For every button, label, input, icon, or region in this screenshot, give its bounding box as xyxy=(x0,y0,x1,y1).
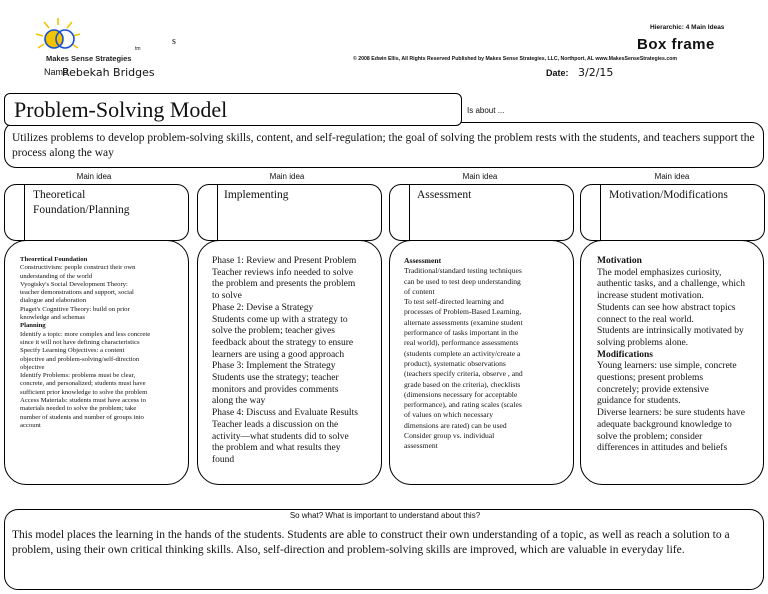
detail-line: Specify Learning Objectives: a content xyxy=(20,347,125,355)
detail-line: To test self-directed learning and xyxy=(404,297,504,307)
detail-line: authentic tasks, and a challenge, which xyxy=(597,279,745,290)
hierarchic-label: Hierarchic: 4 Main Ideas xyxy=(650,24,725,31)
detail-line: teacher demonstrations and support, social xyxy=(20,289,134,297)
detail-line: since it will not have defining characteristics xyxy=(20,338,140,346)
detail-line: Consider group vs. individual xyxy=(404,431,495,441)
main-idea-divider-2 xyxy=(217,184,218,241)
name-label: Name xyxy=(44,67,69,77)
detail-line: Phase 3: Implement the Strategy xyxy=(212,361,336,372)
detail-line: differences in attitudes and beliefs xyxy=(597,443,728,454)
detail-line: of content xyxy=(404,286,435,296)
detail-line: Teacher leads a discussion on the xyxy=(212,419,339,430)
detail-line: to solve xyxy=(212,291,242,302)
detail-line: the problem and presents the problem xyxy=(212,279,356,290)
detail-line: Phase 2: Devise a Strategy xyxy=(212,302,314,313)
detail-line: of values on which necessary xyxy=(404,410,493,420)
detail-line: (teachers specify criteria, observe , and xyxy=(404,369,523,379)
detail-line: alternate assessments (examine student xyxy=(404,317,523,327)
detail-line: Constructivism: people construct their own xyxy=(20,264,136,272)
logo-name: Makes Sense Strategies xyxy=(46,54,132,63)
is-about-text: Utilizes problems to develop problem-solving skills, content, and self-regulation; the goal of solving the problem rests with the students, and teachers support the process along the way xyxy=(12,132,755,159)
page-title: Problem-Solving Model xyxy=(14,97,228,122)
detail-heading: Assessment xyxy=(404,256,442,265)
detail-line: Students use the strategy; teacher xyxy=(212,373,339,384)
details-text-3 xyxy=(404,256,566,452)
detail-line: processes of Problem-Based Learning, xyxy=(404,307,522,317)
detail-line: Students can see how abstract topics xyxy=(597,302,736,313)
detail-line: monitors and provides comments xyxy=(212,384,339,395)
main-idea-label-4: Main idea xyxy=(654,172,690,181)
detail-line: solve the problem; teacher gives xyxy=(212,326,335,337)
is-about-label: Is about ... xyxy=(467,106,505,115)
detail-heading: Planning xyxy=(20,322,46,330)
detail-line: real world), performance assessments xyxy=(404,338,519,348)
detail-line: can be used to test deep understanding xyxy=(404,276,521,286)
name-value: Rebekah Bridges xyxy=(62,66,155,79)
detail-line: performance of tasks important in the xyxy=(404,328,519,338)
detail-line: dialogue and elaboration xyxy=(20,297,87,305)
detail-line: materials needed to solve the problem; take xyxy=(20,405,137,413)
main-idea-divider-3 xyxy=(409,184,410,241)
main-idea-label-3: Main idea xyxy=(462,172,498,181)
detail-line: understanding of the world xyxy=(20,272,93,280)
detail-line: questions; present problems xyxy=(597,373,704,384)
detail-line: activity—what students did to solve xyxy=(212,431,349,442)
detail-heading: Theoretical Foundation xyxy=(20,256,88,263)
main-idea-label-1: Main idea xyxy=(76,172,112,181)
main-idea-title-1: Theoretical Foundation/Planning xyxy=(33,189,130,216)
detail-line: Diverse learners: be sure students have xyxy=(597,408,745,419)
detail-line: along the way xyxy=(212,396,266,407)
detail-line: objective xyxy=(20,363,45,371)
detail-line: (students complete an activity/create a xyxy=(404,348,521,358)
detail-line: Phase 4: Discuss and Evaluate Results xyxy=(212,408,358,419)
detail-line: adequate background knowledge to xyxy=(597,419,732,430)
detail-line: Teacher reviews info needed to solve xyxy=(212,267,353,278)
detail-line: dimensions are rated) can be used xyxy=(404,420,507,430)
detail-line: concretely; provide extensive xyxy=(597,384,709,395)
detail-line: product), systematic observations xyxy=(404,358,506,368)
main-idea-title-3: Assessment xyxy=(417,189,472,201)
detail-line: solve the problem; consider xyxy=(597,431,703,442)
trademark: tm xyxy=(135,46,141,52)
detail-line: guidance for students. xyxy=(597,396,681,407)
main-idea-title-4: Motivation/Modifications xyxy=(609,189,728,201)
detail-line: found xyxy=(212,454,235,465)
so-what-text: This model places the learning in the hands of the students. Students are able to construct their own understanding of a topic, as well as reach a solution to a problem, using their own critical thinking skills. Also, self-direction and problem-solving skills are improved, which are valuable in everyday life. xyxy=(12,529,730,556)
detail-line: assessment xyxy=(404,441,438,451)
detail-line: The model emphasizes curiosity, xyxy=(597,267,722,278)
detail-line: Students are intrinsically motivated by xyxy=(597,326,744,337)
detail-heading: Modifications xyxy=(597,349,653,360)
detail-line: knowledge and schemas xyxy=(20,314,85,322)
detail-line: (dimensions necessary for acceptable xyxy=(404,389,518,399)
details-text-4 xyxy=(597,256,755,455)
details-text-2 xyxy=(212,256,370,467)
frame-title: Box frame xyxy=(637,36,715,53)
detail-line: connect to the real world. xyxy=(597,314,694,325)
main-idea-title-2: Implementing xyxy=(224,189,289,201)
details-text-1 xyxy=(20,256,172,430)
detail-line: Identify a topic: more complex and less concrete xyxy=(20,330,151,338)
detail-line: increase student motivation. xyxy=(597,291,704,302)
so-what-label: So what? What is important to understand about this? xyxy=(240,511,530,520)
detail-heading: Motivation xyxy=(597,256,642,266)
date-label: Date: xyxy=(546,68,569,78)
detail-line: feedback about the strategy to ensure xyxy=(212,337,354,348)
detail-line: grade based on the criteria), checklists xyxy=(404,379,521,389)
detail-line: Vyogtsky's Social Development Theory: xyxy=(20,280,128,288)
detail-line: objective and problem-solving/self-direction xyxy=(20,355,140,363)
copyright: © 2008 Edwin Ellis, All Rights Reserved Published by Makes Sense Strategies, LLC, Northport, AL www.MakesSenseStrategies.com xyxy=(353,56,678,62)
detail-line: Young learners: use simple, concrete xyxy=(597,361,737,372)
detail-line: the problem and what results they xyxy=(212,443,341,454)
detail-line: solving problems alone. xyxy=(597,337,689,348)
detail-line: performance), and rating scales (scales xyxy=(404,400,522,410)
detail-line: account xyxy=(20,421,41,429)
detail-line: Traditional/standard testing techniques xyxy=(404,266,522,276)
stray-mark: s xyxy=(172,36,176,47)
detail-line: learners are using a good approach xyxy=(212,349,345,360)
detail-line: Identify Problems: problems must be clear, xyxy=(20,372,136,380)
detail-line: number of students and number of groups into xyxy=(20,413,144,421)
main-idea-label-2: Main idea xyxy=(269,172,305,181)
detail-line: Phase 1: Review and Present Problem xyxy=(212,256,357,266)
main-idea-divider-4 xyxy=(600,184,601,241)
sun-logo-icon xyxy=(32,16,92,58)
detail-line: sufficient prior knowledge to solve the problem xyxy=(20,388,148,396)
main-idea-divider-1 xyxy=(24,184,25,241)
date-value: 3/2/15 xyxy=(578,66,614,79)
detail-line: Students come up with a strategy to xyxy=(212,314,348,325)
detail-line: Piaget's Cognitive Theory: build on prior xyxy=(20,305,130,313)
detail-line: Access Materials: students must have access to xyxy=(20,397,146,405)
detail-line: concrete, and personalized; students must have xyxy=(20,380,146,388)
